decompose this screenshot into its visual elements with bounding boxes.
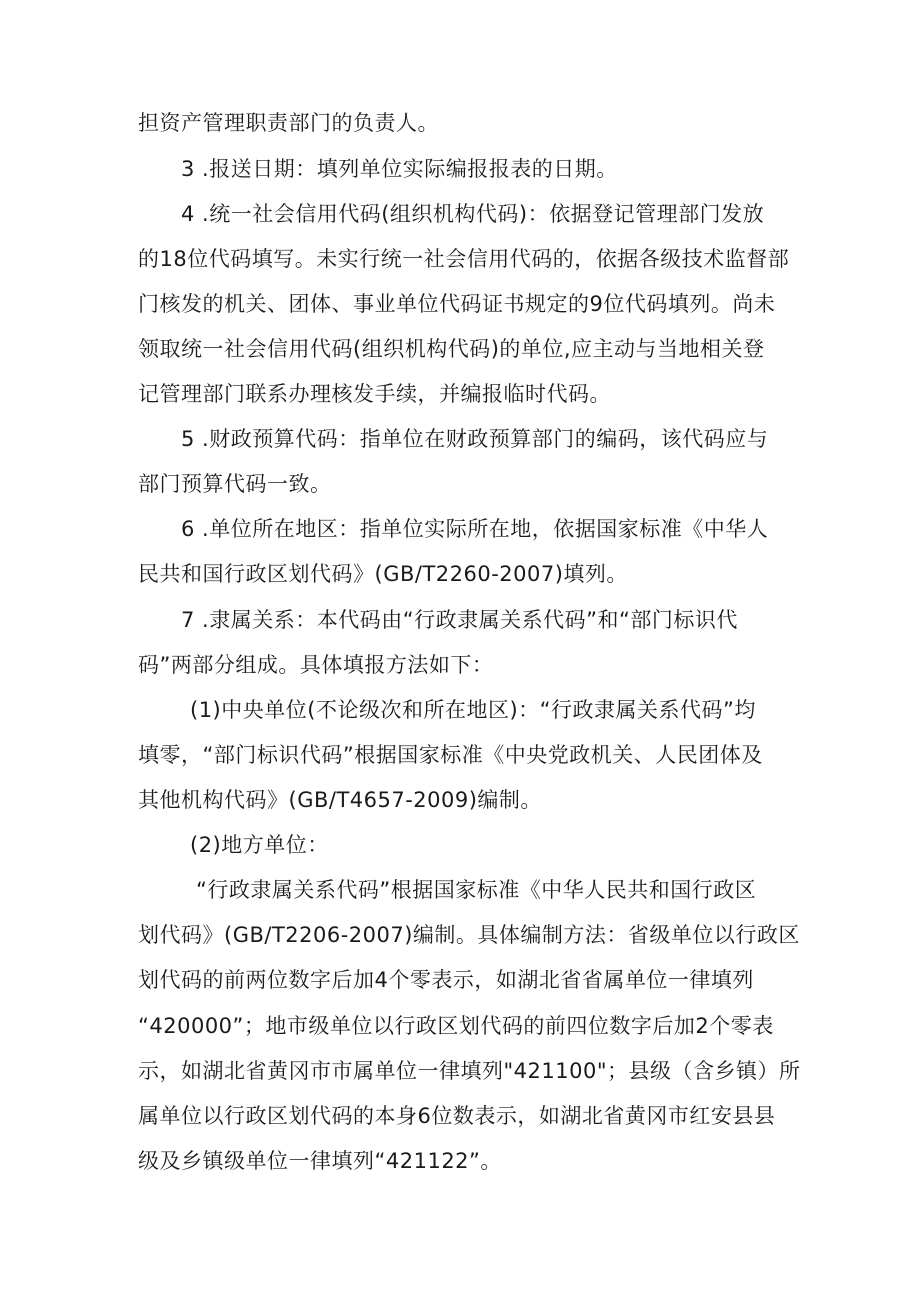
paragraph-line: 5 .财政预算代码：指单位在财政预算部门的编码，该代码应与 [181, 427, 769, 451]
paragraph-line: “420000”；地市级单位以行政区划代码的前四位数字后加2个零表 [138, 1014, 774, 1038]
paragraph-line: (2)地方单位： [190, 833, 329, 857]
paragraph-line: 6 .单位所在地区：指单位实际所在地，依据国家标准《中华人 [181, 517, 769, 541]
paragraph-line: 示，如湖北省黄冈市市属单位一律填列"421100"；县级（含乡镇）所 [138, 1059, 801, 1083]
paragraph-line: 3 .报送日期：填列单位实际编报报表的日期。 [181, 157, 618, 181]
paragraph-line: 的18位代码填写。未实行统一社会信用代码的，依据各级技术监督部 [138, 247, 790, 271]
paragraph-line: 划代码》(GB/T2206-2007)编制。具体编制方法：省级单位以行政区 [138, 923, 800, 947]
paragraph-line: 其他机构代码》(GB/T4657-2009)编制。 [138, 788, 542, 812]
paragraph-line: 部门预算代码一致。 [138, 472, 332, 496]
paragraph-line: 4 .统一社会信用代码(组织机构代码)：依据登记管理部门发放 [181, 202, 765, 226]
paragraph-line: 领取统一社会信用代码(组织机构代码)的单位,应主动与当地相关登 [138, 337, 765, 361]
paragraph-line: 担资产管理职责部门的负责人。 [138, 111, 439, 135]
paragraph-line: 记管理部门联系办理核发手续，并编报临时代码。 [138, 382, 611, 406]
paragraph-line: 7 .隶属关系：本代码由“行政隶属关系代码”和“部门标识代 [181, 608, 738, 632]
paragraph-line: 民共和国行政区划代码》(GB/T2260-2007)填列。 [138, 562, 628, 586]
paragraph-line: 级及乡镇级单位一律填列“421122”。 [138, 1149, 502, 1173]
paragraph-line: (1)中央单位(不论级次和所在地区)：“行政隶属关系代码”均 [190, 698, 756, 722]
paragraph-line: 门核发的机关、团体、事业单位代码证书规定的9位代码填列。尚未 [138, 292, 776, 316]
paragraph-line: 划代码的前两位数字后加4个零表示，如湖北省省属单位一律填列 [138, 968, 754, 992]
paragraph-line: 填零，“部门标识代码”根据国家标准《中央党政机关、人民团体及 [138, 743, 763, 767]
paragraph-line: 属单位以行政区划代码的本身6位数表示，如湖北省黄冈市红安县县 [138, 1104, 776, 1128]
paragraph-line: 码”两部分组成。具体填报方法如下： [138, 653, 494, 677]
paragraph-line: “行政隶属关系代码”根据国家标准《中华人民共和国行政区 [196, 878, 757, 902]
